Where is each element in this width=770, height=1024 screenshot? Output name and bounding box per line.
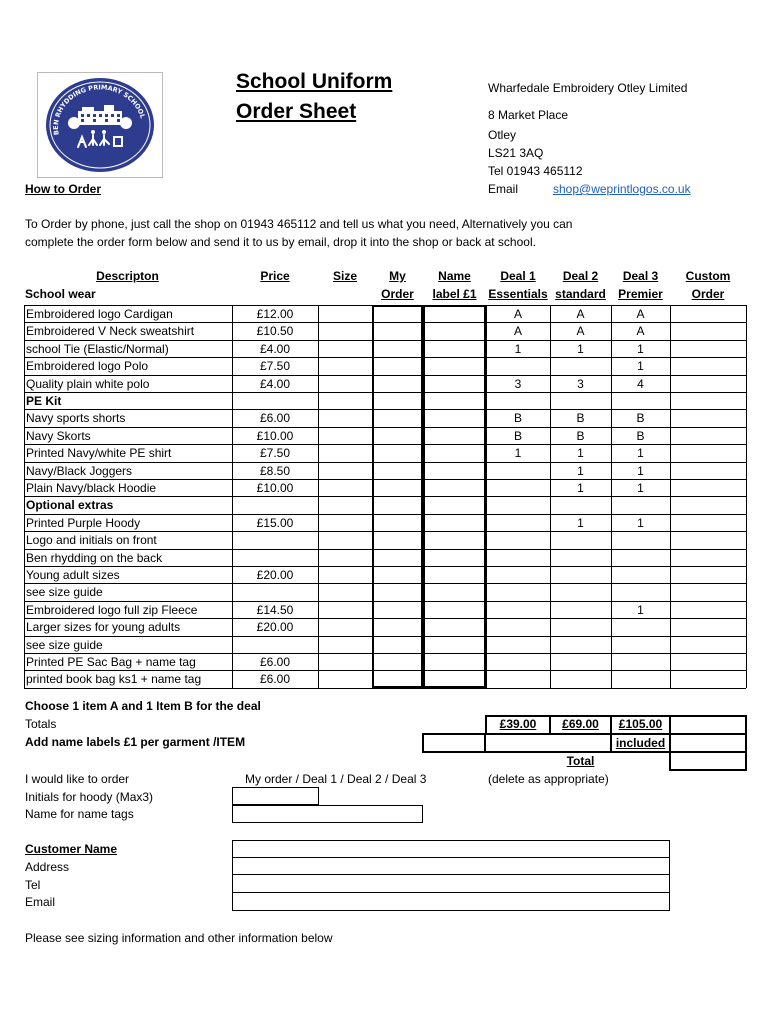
how-to-order-heading: How to Order <box>25 182 102 196</box>
row-deal3: 1 <box>637 481 644 495</box>
deal3-total: £105.00 <box>618 717 663 731</box>
row-name-label-input[interactable] <box>425 410 484 425</box>
col-header-custom-2: Order <box>691 287 725 301</box>
row-description: Printed Navy/white PE shirt <box>26 446 172 461</box>
row-my-order-input[interactable] <box>374 393 421 408</box>
row-size-input[interactable] <box>319 550 371 565</box>
delete-note: (delete as appropriate) <box>488 772 609 786</box>
col-header-my-order-1: My <box>389 269 406 283</box>
row-deal2: 1 <box>577 341 584 356</box>
row-deal3: A <box>636 307 645 321</box>
row-my-order-input[interactable] <box>374 323 421 338</box>
row-size-input[interactable] <box>319 654 371 669</box>
row-deal3: 1 <box>637 602 644 617</box>
row-name-label-input[interactable] <box>425 463 484 478</box>
row-my-order-input[interactable] <box>374 584 421 599</box>
row-name-label-input[interactable] <box>425 376 484 391</box>
row-deal3: 1 <box>637 463 644 478</box>
row-description: school Tie (Elastic/Normal) <box>26 341 169 356</box>
row-name-label-input[interactable] <box>425 671 484 686</box>
row-size-input[interactable] <box>319 376 371 391</box>
col-header-deal1-2: Essentials <box>488 287 548 301</box>
choose-deal-note: Choose 1 item A and 1 Item B for the deal <box>25 699 261 713</box>
row-custom-order-input[interactable] <box>671 341 745 356</box>
row-deal1: B <box>513 428 522 443</box>
would-like-label: I would like to order <box>25 772 130 786</box>
name-labels-note: Add name labels £1 per garment /ITEM <box>25 735 246 749</box>
row-description: PE Kit <box>26 394 62 408</box>
row-description: Plain Navy/black Hoodie <box>26 481 157 495</box>
col-header-name-1: Name <box>438 269 471 283</box>
row-custom-order-input[interactable] <box>671 306 745 321</box>
row-size-input[interactable] <box>319 306 371 321</box>
row-size-input[interactable] <box>319 428 371 443</box>
row-size-input[interactable] <box>319 480 371 495</box>
row-size-input[interactable] <box>319 393 371 408</box>
row-price: £7.50 <box>259 446 291 461</box>
row-description: Navy sports shorts <box>26 411 126 426</box>
row-price: £20.00 <box>256 568 294 582</box>
row-size-input[interactable] <box>319 602 371 617</box>
row-custom-order-input[interactable] <box>671 532 745 547</box>
col-header-deal1-1: Deal 1 <box>500 269 536 283</box>
row-size-input[interactable] <box>319 358 371 373</box>
row-my-order-input[interactable] <box>374 480 421 495</box>
row-name-label-input[interactable] <box>425 532 484 547</box>
row-price: £4.00 <box>259 341 291 356</box>
row-custom-order-input[interactable] <box>671 654 745 669</box>
col-header-my-order-2: Order <box>381 287 414 301</box>
row-my-order-input[interactable] <box>374 532 421 547</box>
phone-number: Tel 01943 465112 <box>488 164 583 178</box>
row-name-label-input[interactable] <box>425 445 484 460</box>
row-deal2: B <box>576 411 585 426</box>
row-deal2: 3 <box>577 376 584 391</box>
row-custom-order-input[interactable] <box>671 376 745 391</box>
row-price: £10.00 <box>256 481 294 495</box>
row-size-input[interactable] <box>319 410 371 425</box>
email-label: Email <box>488 182 519 196</box>
row-description: see size guide <box>26 585 103 600</box>
row-my-order-input[interactable] <box>374 497 421 512</box>
row-custom-order-input[interactable] <box>671 602 745 617</box>
section-school-wear: School wear <box>25 287 96 301</box>
row-my-order-input[interactable] <box>374 637 421 652</box>
row-my-order-input[interactable] <box>374 550 421 565</box>
row-deal2: 1 <box>577 463 584 478</box>
row-name-label-input[interactable] <box>425 567 484 582</box>
initials-input[interactable] <box>232 787 319 805</box>
row-my-order-input[interactable] <box>374 376 421 391</box>
row-size-input[interactable] <box>319 584 371 599</box>
customer-name-label: Customer Name <box>25 842 118 856</box>
company-name: Wharfedale Embroidery Otley Limited <box>488 81 688 95</box>
col-header-deal3-2: Premier <box>618 287 663 301</box>
row-description: Navy Skorts <box>26 428 91 443</box>
row-custom-order-input[interactable] <box>671 410 745 425</box>
row-name-label-input[interactable] <box>425 654 484 669</box>
row-custom-order-input[interactable] <box>671 671 745 686</box>
row-description: Printed PE Sac Bag + name tag <box>26 655 196 669</box>
row-name-label-input[interactable] <box>425 341 484 356</box>
col-header-deal3-1: Deal 3 <box>622 269 659 283</box>
row-description: Embroidered V Neck sweatshirt <box>26 324 195 339</box>
col-header-deal2-1: Deal 2 <box>562 269 599 283</box>
address-line-2: Otley <box>488 128 517 142</box>
row-price: £10.50 <box>256 324 294 339</box>
order-options[interactable]: My order / Deal 1 / Deal 2 / Deal 3 <box>245 772 427 786</box>
col-header-deal2-2: standard <box>555 287 606 301</box>
page-title-line2: Order Sheet <box>236 100 357 123</box>
row-name-label-input[interactable] <box>425 393 484 408</box>
row-my-order-input[interactable] <box>374 445 421 460</box>
row-custom-order-input[interactable] <box>671 480 745 495</box>
row-description: Embroidered logo full zip Fleece <box>26 602 198 617</box>
row-size-input[interactable] <box>319 619 371 634</box>
row-custom-order-input[interactable] <box>671 515 745 530</box>
row-size-input[interactable] <box>319 637 371 652</box>
tel-input[interactable] <box>232 874 670 893</box>
row-custom-order-input[interactable] <box>671 358 745 373</box>
row-price: £10.00 <box>256 428 294 443</box>
customer-name-input[interactable] <box>232 840 670 858</box>
row-size-input[interactable] <box>319 323 371 338</box>
row-deal2: B <box>576 428 585 443</box>
row-my-order-input[interactable] <box>374 428 421 443</box>
row-deal3: 1 <box>637 359 644 374</box>
sizing-info-note: Please see sizing information and other information below <box>25 931 333 945</box>
row-size-input[interactable] <box>319 341 371 356</box>
row-name-label-input[interactable] <box>425 428 484 443</box>
row-price: £12.00 <box>256 307 294 321</box>
grand-total-label: Total <box>566 754 595 768</box>
deal1-total: £39.00 <box>499 717 537 731</box>
row-deal1: 1 <box>514 446 522 461</box>
row-price: £6.00 <box>259 672 291 687</box>
row-description: Logo and initials on front <box>26 533 157 548</box>
row-custom-order-input[interactable] <box>671 463 745 478</box>
row-name-label-input[interactable] <box>425 619 484 634</box>
included-label: included <box>615 736 666 750</box>
row-description: Larger sizes for young adults <box>26 620 181 635</box>
row-custom-order-input[interactable] <box>671 637 745 652</box>
row-custom-order-input[interactable] <box>671 619 745 634</box>
row-name-label-input[interactable] <box>425 584 484 599</box>
row-description: printed book bag ks1 + name tag <box>26 672 202 687</box>
deal2-total: £69.00 <box>562 717 599 731</box>
row-name-label-input[interactable] <box>425 497 484 512</box>
row-price: £6.00 <box>259 655 291 669</box>
row-deal1: 3 <box>514 376 522 391</box>
row-name-label-input[interactable] <box>425 550 484 565</box>
row-price: £6.00 <box>259 411 291 426</box>
row-deal2: 1 <box>577 515 584 530</box>
name-tags-label: Name for name tags <box>25 807 134 821</box>
row-deal2: 1 <box>577 446 584 461</box>
row-price: £4.00 <box>259 376 291 391</box>
instructions-line-1: To Order by phone, just call the shop on 01943 465112 and tell us what you need, Alternatively you can <box>25 217 573 231</box>
row-my-order-input[interactable] <box>374 671 421 686</box>
row-size-input[interactable] <box>319 515 371 530</box>
row-name-label-input[interactable] <box>425 306 484 321</box>
row-my-order-input[interactable] <box>374 358 421 373</box>
row-description: see size guide <box>26 637 103 652</box>
row-my-order-input[interactable] <box>374 410 421 425</box>
instructions-line-2: complete the order form below and send it to us by email, drop it into the shop or back at school. <box>25 235 536 249</box>
row-name-label-input[interactable] <box>425 602 484 617</box>
row-deal1: A <box>513 324 522 339</box>
row-description: Navy/Black Joggers <box>26 463 133 478</box>
row-deal1: B <box>513 411 522 426</box>
address-input[interactable] <box>232 857 670 875</box>
col-header-price: Price <box>260 269 290 283</box>
row-price: £15.00 <box>256 515 294 530</box>
name-labels-input[interactable] <box>424 735 484 751</box>
row-price: £20.00 <box>256 620 294 635</box>
col-header-name-2: label £1 <box>432 287 477 301</box>
row-name-label-input[interactable] <box>425 515 484 530</box>
row-name-label-input[interactable] <box>425 480 484 495</box>
row-my-order-input[interactable] <box>374 567 421 582</box>
row-custom-order-input[interactable] <box>671 393 745 408</box>
row-description: Young adult sizes <box>26 568 120 582</box>
row-name-label-input[interactable] <box>425 358 484 373</box>
address-label: Address <box>25 860 70 874</box>
address-line-3: LS21 3AQ <box>488 146 544 160</box>
row-deal1: A <box>513 307 522 321</box>
row-description: Optional extras <box>26 498 114 513</box>
row-size-input[interactable] <box>319 671 371 686</box>
row-deal3: 1 <box>637 446 644 461</box>
page-title-line1: School Uniform <box>236 70 393 93</box>
row-description: Printed Purple Hoody <box>26 515 141 530</box>
row-name-label-input[interactable] <box>425 637 484 652</box>
row-size-input[interactable] <box>319 497 371 512</box>
row-custom-order-input[interactable] <box>671 428 745 443</box>
row-my-order-input[interactable] <box>374 619 421 634</box>
email-field-label: Email <box>25 895 56 909</box>
row-size-input[interactable] <box>319 532 371 547</box>
initials-label: Initials for hoody (Max3) <box>25 790 154 804</box>
row-custom-order-input[interactable] <box>671 497 745 512</box>
row-my-order-input[interactable] <box>374 306 421 321</box>
row-custom-order-input[interactable] <box>671 323 745 338</box>
row-my-order-input[interactable] <box>374 341 421 356</box>
row-my-order-input[interactable] <box>374 515 421 530</box>
row-deal3: B <box>636 411 645 426</box>
col-header-description: Descripton <box>96 269 159 283</box>
row-deal2: A <box>576 324 585 339</box>
row-price: £8.50 <box>259 463 291 478</box>
row-deal2: 1 <box>577 481 584 495</box>
row-name-label-input[interactable] <box>425 323 484 338</box>
row-custom-order-input[interactable] <box>671 567 745 582</box>
row-deal3: B <box>636 428 645 443</box>
row-custom-order-input[interactable] <box>671 584 745 599</box>
row-my-order-input[interactable] <box>374 463 421 478</box>
row-size-input[interactable] <box>319 463 371 478</box>
row-custom-order-input[interactable] <box>671 550 745 565</box>
row-my-order-input[interactable] <box>374 654 421 669</box>
row-size-input[interactable] <box>319 445 371 460</box>
row-description: Embroidered logo Cardigan <box>26 307 173 321</box>
email-link[interactable]: shop@weprintlogos.co.uk <box>553 182 691 196</box>
row-custom-order-input[interactable] <box>671 445 745 460</box>
row-price: £7.50 <box>259 359 291 374</box>
row-deal3: 1 <box>637 515 644 530</box>
row-deal3: A <box>636 324 645 339</box>
row-deal1: 1 <box>514 341 522 356</box>
row-price: £14.50 <box>256 602 294 617</box>
totals-label: Totals <box>25 717 57 731</box>
email-input[interactable] <box>232 892 670 911</box>
row-my-order-input[interactable] <box>374 602 421 617</box>
name-tags-input[interactable] <box>232 805 423 823</box>
row-description: Quality plain white polo <box>26 376 150 391</box>
tel-label: Tel <box>25 878 41 892</box>
col-header-custom-1: Custom <box>685 269 731 283</box>
col-header-size: Size <box>332 269 357 283</box>
address-line-1: 8 Market Place <box>488 108 569 122</box>
row-deal2: A <box>576 307 585 321</box>
row-description: Ben rhydding on the back <box>26 550 163 565</box>
row-deal3: 4 <box>637 376 644 391</box>
row-deal3: 1 <box>637 341 644 356</box>
svg-text:BEN RHYDDING PRIMARY SCHOOL: BEN RHYDDING PRIMARY SCHOOL <box>51 83 147 136</box>
row-description: Embroidered logo Polo <box>26 359 149 374</box>
row-size-input[interactable] <box>319 567 371 582</box>
grand-total-box[interactable] <box>669 751 747 771</box>
